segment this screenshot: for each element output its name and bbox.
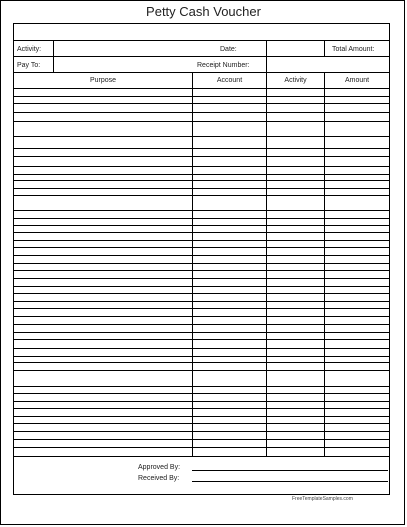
column-divider [192,72,193,456]
table-row-rule [14,112,389,113]
table-row-rule [14,263,389,264]
header-rule [14,56,389,57]
approved-by-line[interactable] [192,470,388,471]
table-row-rule [14,278,389,279]
pay-to-label: Pay To: [17,62,41,69]
pay-to-field[interactable] [54,58,192,71]
table-row-rule [14,180,389,181]
table-row-rule [14,218,389,219]
table-row-rule [14,356,389,357]
table-row-rule [14,348,389,349]
table-row-rule [14,255,389,256]
header-divider [53,40,54,72]
total-amount-label: Total Amount: [332,46,375,53]
table-row-rule [14,240,389,241]
table-row-rule [14,316,389,317]
table-row-rule [14,386,389,387]
table-row-rule [14,156,389,157]
header-rule [14,72,389,73]
header-rule [14,88,389,89]
table-row-rule [14,96,389,97]
table-row-rule [14,393,389,394]
date-field[interactable] [267,42,323,56]
table-row-rule [14,339,389,340]
activity-label: Activity: [17,46,42,53]
table-row-rule [14,301,389,302]
table-row-rule [14,408,389,409]
table-row-rule [14,324,389,325]
column-header-account: Account [216,77,243,84]
header-divider [266,40,267,72]
table-row-rule [14,308,389,309]
table-row-rule [14,210,389,211]
header-rule [14,40,389,41]
voucher-form [13,23,390,495]
table-row-rule [14,247,389,248]
table-row-rule [14,136,389,137]
column-header-purpose: Purpose [89,77,117,84]
activity-field[interactable] [54,42,192,56]
approved-by-label: Approved By: [138,464,181,471]
table-row-rule [14,416,389,417]
table-row-rule [14,439,389,440]
table-row-rule [14,286,389,287]
receipt-number-field[interactable] [267,58,323,71]
date-label: Date: [220,46,237,53]
table-row-rule [14,270,389,271]
receipt-number-label: Receipt Number: [197,62,250,69]
table-row-rule [14,456,389,457]
table-row-rule [14,293,389,294]
table-row-rule [14,103,389,104]
table-row-rule [14,401,389,402]
column-header-activity: Activity [284,77,307,84]
table-row-rule [14,225,389,226]
table-row-rule [14,423,389,424]
table-row-rule [14,431,389,432]
column-header-amount: Amount [344,77,370,84]
table-row-rule [14,166,389,167]
table-row-rule [14,362,389,363]
table-row-rule [14,188,389,189]
table-row-rule [14,148,389,149]
table-row-rule [14,447,389,448]
table-row-rule [14,174,389,175]
table-row-rule [14,195,389,196]
header-divider [324,40,325,56]
column-divider [324,72,325,456]
received-by-line[interactable] [192,481,388,482]
page-title: Petty Cash Voucher [146,4,261,19]
table-row-rule [14,370,389,371]
received-by-label: Received By: [138,475,180,482]
column-divider [266,72,267,456]
table-row-rule [14,121,389,122]
table-row-rule [14,332,389,333]
footer-credit: FreeTemplateSamples.com [292,496,353,502]
table-row-rule [14,232,389,233]
